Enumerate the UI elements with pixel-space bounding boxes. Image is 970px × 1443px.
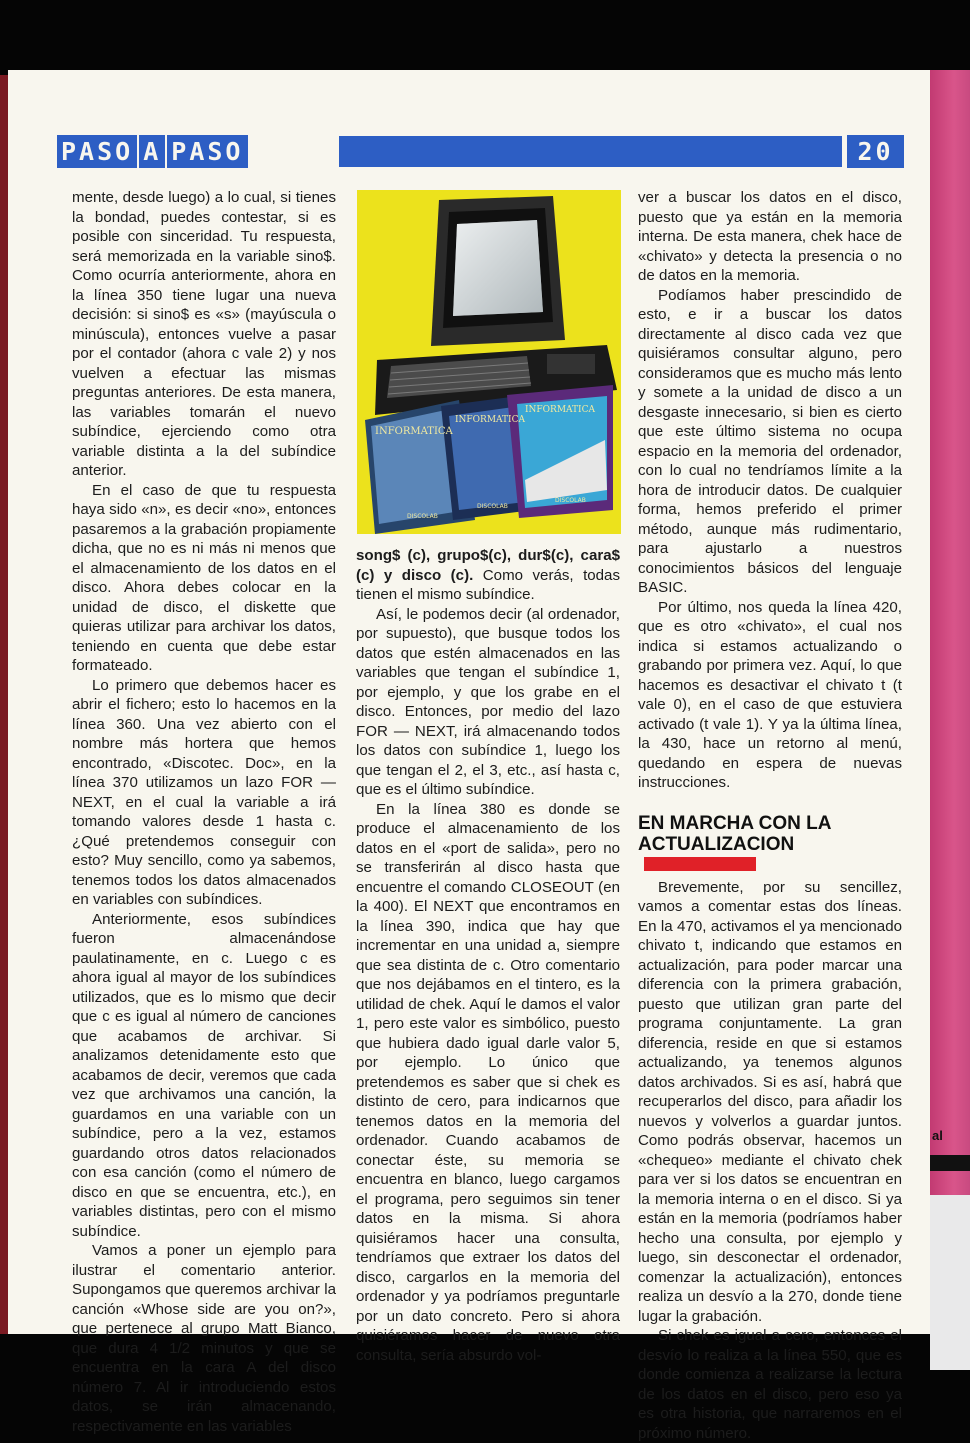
title-block-3: PASO (167, 135, 247, 168)
section-heading-line-1: EN MARCHA CON LA (638, 812, 832, 834)
paragraph: mente, desde luego) a lo cual, si tienes la bondad, puedes contestar, si es posible con sinceridad. Tu respuesta, será memorizada en la variable sino$. Como ocurría anteriormente, ahora en la línea 350 tiene lugar una nueva decisión: si sino$ es «s» (mayúscula o minúscula), entonces vuelve a pasar por el contador (ahora c vale 2) y nos vuelven a efectuar las mismas preguntas anteriores. De esta manera, las variables tomarán el nuevo subíndice, ejerciendo como otra variable distinta a la del subíndice anterior. (72, 189, 336, 479)
section-title (57, 135, 248, 168)
book-label-2: INFORMATICA (455, 415, 525, 425)
section-red-bar (644, 857, 756, 871)
paragraph: Por último, nos queda la línea 420, que es otro «chivato», el cual nos indica si estamos actualizando o grabando por primera vez. Aquí, lo que hacemos es desactivar el chivato t (t vale 0), en el caso de que estuviera activado (t vale 1). Y ya la última línea, la 430, hace un retorno al menú, quedando en espera de nuevas instrucciones. (638, 598, 902, 791)
paragraph: Brevemente, por su sencillez, vamos a comentar estas dos líneas. En la 470, activamos el ya mencionado chivato t, indicando que estamos en actualización, para poder marcar una diferencia con la primera grabación, puesto que utilizan gran parte del programa conjuntamente. La gran diferencia, reside en que si estamos actualizando, ya tenemos algunos datos archivados. Si es así, habrá que recuperarlos del disco, para añadir los nuevos y volverlos a guardar juntos. Como podrás observar, hacemos un «chequeo» mediante el chivato chek para ver si los datos se encuentran en la memoria interna o en el disco. Si ya están en la memoria (podríamos haber hecho una consulta, por ejemplo y luego, sin desconectar el ordenador, comenzar la actualización), entonces realiza un desvío a la 270, donde tiene lugar la grabación. (638, 878, 902, 1325)
computer-with-books-illustration (357, 190, 621, 534)
book-label-1: INFORMATICA (375, 426, 453, 437)
title-block-1: PASO (57, 135, 137, 168)
publisher-label-1: DISCOLAB (407, 513, 438, 520)
publisher-label-2: DISCOLAB (477, 503, 508, 510)
section-heading (638, 813, 902, 876)
paragraph: Así, le podemos decir (al ordenador, por supuesto), que busque todos los datos que estén almacenados en las variables que tengan el subíndice 1, por ejemplo, y que los grabe en el disco. Entonces, por medio del lazo FOR — NEXT, irá almacenando todos los datos con subíndice 1, luego los que tengan el 2, el 3, etc., así hasta c, que es el último subíndice. (356, 605, 620, 798)
paragraph: En la línea 380 es donde se produce el almacenamiento de los datos en el «port de salida», pero no se transferirán al disco hasta que encuentre el comando CLOSEOUT (en la 400). El NEXT que encontramos en la línea 390, indica que hay que incrementar en una unidad a, siempre que sea distinta de c. Otro comentario que nos dejábamos en el tintero, es la utilidad de chek. Aquí le damos el valor 1, pero este valor es simbólico, puesto que hubiera dado igual darle valor 5, por ejemplo. Lo único que pretendemos es saber que si chek es distinto de cero, para indicarnos que tenemos datos en la memoria del ordenador. Cuando acabamos de conectar éste, su memoria se encuentra en blanco, luego cargamos el programa, pero seguimos sin tener datos en la misma. Si ahora quisiéramos hacer una consulta, tendríamos que extraer los datos del disco, cargarlos en la memoria del ordenador y ya podríamos preguntarle por un dato concreto. Pero si ahora quisiéramos hacer de nuevo otra consulta, sería absurdo vol- (356, 800, 620, 1364)
column-3 (638, 188, 902, 1443)
adjacent-page-edge (930, 70, 970, 1334)
page-header (57, 135, 904, 168)
column-1 (72, 188, 336, 1436)
paragraph: Lo primero que debemos hacer es abrir el fichero; esto lo hacemos en la línea 360. Una vez abierto con el nombre más hortera que hemos encontrado, «Discotec. Doc», en la línea 370 utilizamos un lazo FOR — NEXT, en el cual la variable a irá tomando valores desde 1 hasta c. ¿Qué pretendemos conseguir con esto? Muy sencillo, como ya sabemos, tenemos todos los datos almacenados en variables con subíndices. (72, 676, 336, 908)
paragraph: En el caso de que tu respuesta haya sido «n», es decir «no», entonces pasaremos a la grabación propiamente dicha, que no es ni más ni menos que el almacenamiento de los datos en el disco. Ahora debes colocar en la unidad de disco, el diskette que quieras utilizar para archivar los datos, teniendo en cuenta que debe estar formateado. (72, 481, 336, 674)
page-number: 20 (847, 135, 904, 168)
section-heading-line-2-wrap (638, 834, 902, 876)
header-bar (339, 136, 842, 167)
book-label-3: INFORMATICA (525, 405, 595, 415)
title-block-2: A (139, 135, 165, 168)
lead-rest: Como verás, todas tienen el mismo subíndice. (356, 566, 620, 603)
adjacent-page-bar (930, 1155, 970, 1171)
computer-photo (357, 190, 621, 534)
paragraph-lead (356, 546, 620, 605)
publisher-label-3: DISCOLAB (555, 497, 586, 504)
paragraph: Anteriormente, esos subíndices fueron almacenándose paulatinamente, en c. Luego c es ahora igual al mayor de los subíndices utilizados, que es lo mismo que decir que c es igual al número de canciones que acabamos de archivar. Si analizamos detenidamente esto que acabamos de decir, veremos que cada vez que archivamos una canción, la guardamos en una variable con un subíndice, pero a la vez, estamos guardando otros datos relacionados con esa canción (como el número de disco en que se encuentra, etc.), en variables distintas, pero con el mismo subíndice. (72, 910, 336, 1240)
column-2 (356, 546, 620, 1365)
paragraph: Si chek es igual a cero, entonces el desvío lo realiza a la línea 550, que es donde comienza a realizarse la lectura de los datos en el disco, pero eso ya es otra historia, que narraremos en el próximo número. (638, 1327, 902, 1442)
adjacent-page-strip (930, 1195, 970, 1370)
section-heading-line-2: ACTUALIZACION (638, 833, 795, 855)
binding-edge (0, 75, 8, 1334)
paragraph: Vamos a poner un ejemplo para ilustrar el comentario anterior. Supongamos que queremos archivar la canción «Whose side are you on?», que pertenece al grupo Matt Bianco, que dura 4 1/2 minutos y que se encuentra en la cara A del disco número 7. Al ir introduciendo estos datos, se irán almacenando, respectivamente en las variables (72, 1242, 336, 1435)
paragraph: ver a buscar los datos en el disco, puesto que ya están en la memoria interna. De esta manera, chek hace de «chivato» y detecta la presencia o no de datos en la memoria. (638, 189, 902, 284)
variables-list: song$ (c), grupo$(c), dur$(c), cara$ (c) y disco (c). (356, 547, 620, 584)
paragraph: Podíamos haber prescindido de esto, e ir a buscar los datos directamente al disco cada vez que quisiéramos consultar alguno, pero consideramos que es mucho más lento y somete a la unidad de disco a un desgaste innecesario, si bien es cierto que este último sistema no ocupa espacio en la memoria del ordenador, con lo cual no tendríamos límite a la hora de introducir datos. De cualquier forma, hemos preferido el primer método, aunque más rudimentario, para ajustarlo a nuestros conocimientos básicos del lenguaje BASIC. (638, 286, 902, 596)
adjacent-page-fragment: al (932, 1128, 943, 1143)
